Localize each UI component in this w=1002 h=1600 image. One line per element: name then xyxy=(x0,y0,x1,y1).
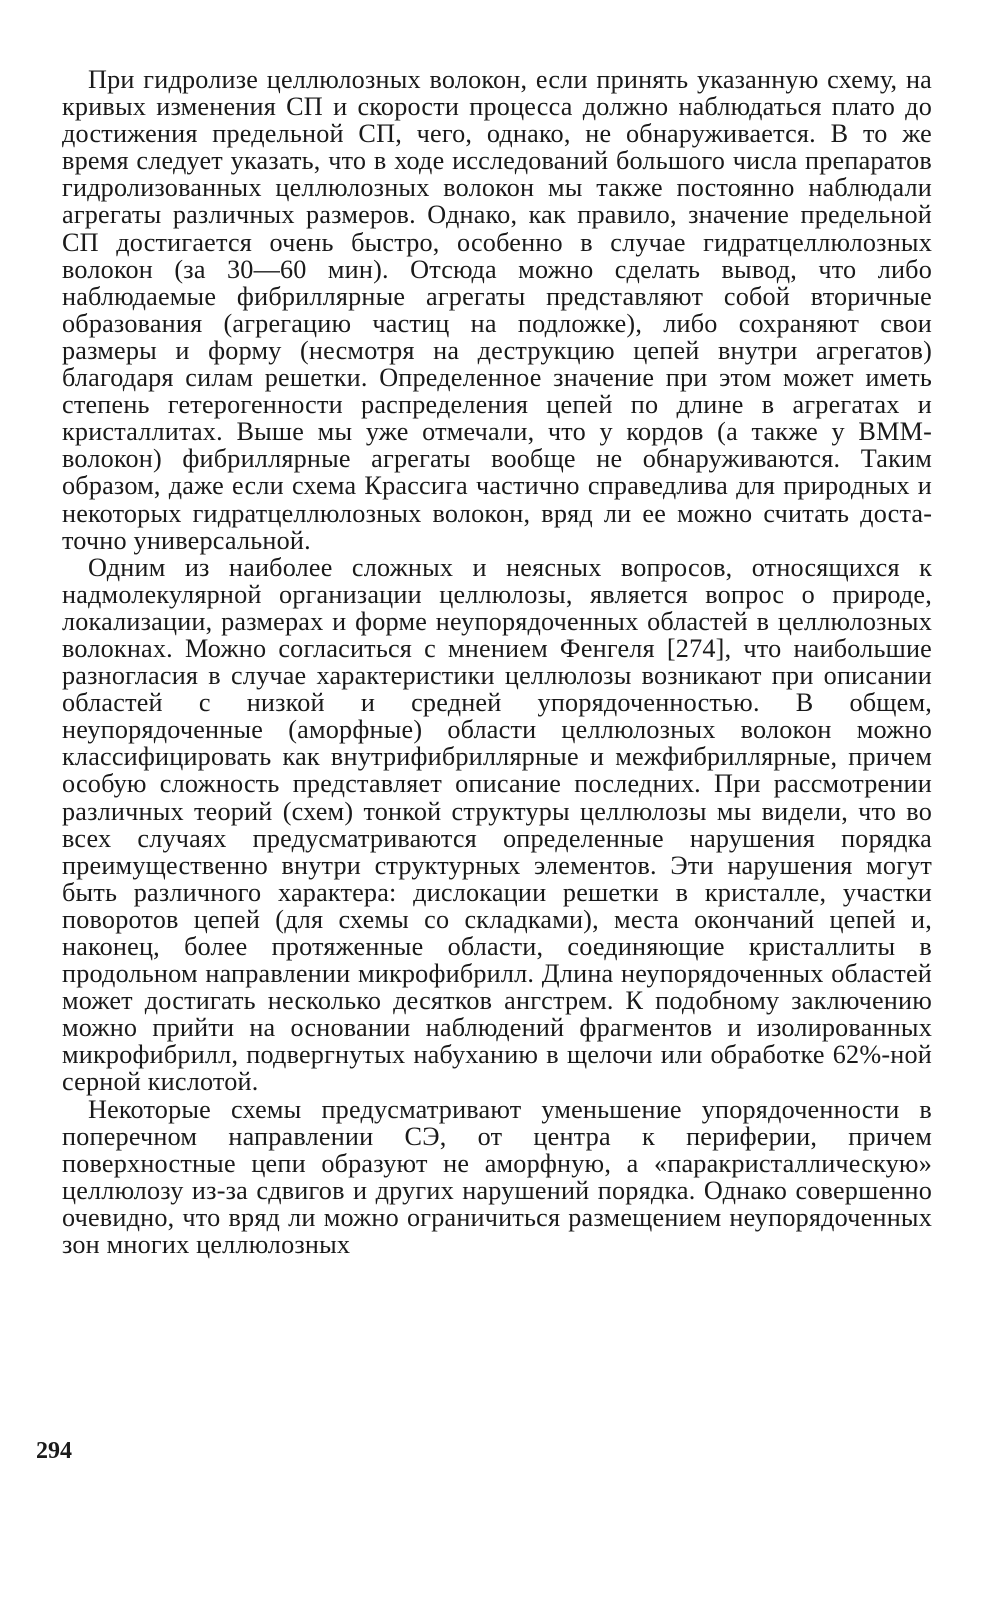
paragraph-2: Одним из наиболее сложных и неясных вопросов, относящихся к надмолекулярной организации целлюлозы, является вопрос о природе, локализации, размерах и форме неупорядоченных областей в целлюлозных волокнах. Можно согласиться с мнением Фенгеля [274], что наибольшие разногласия в случае характеристики целлюлозы возникают при описании областей с низкой и средней упорядоченностью. В общем, неупорядоченные (аморфные) области целлюлозных волокон можно классифицировать как внутрифибриллярные и межфибриллярные, причем особую сложность представляет описание последних. При рассмотрении различных теорий (схем) тонкой структуры целлюлозы мы видели, что во всех случаях предусматриваются определенные нарушения порядка преимущественно внутри структурных элементов. Эти нарушения могут быть различного характера: дислокации решетки в кристалле, участки поворотов цепей (для схемы со складками), места окончаний цепей и, наконец, более протяженные области, соединяющие кристаллиты в продольном направлении микрофибрилл. Длина неупорядоченных областей может достигать несколько десятков ангстрем. К подобному заключению можно прийти на основании наблюдений фрагментов и изолированных микрофибрилл, подвергнутых набуханию в щелочи или обработке 62%-ной серной кислотой. xyxy=(62,552,932,1097)
page-number: 294 xyxy=(36,1438,72,1464)
paragraph-1: При гидролизе целлюлозных волокон, если принять указанную схему, на кривых изменения СП и скорости процесса должно наблюдаться плато до достижения предельной СП, чего, однако, не обнаруживается. В то же время следует указать, что в ходе исследований большого числа препаратов гидролизованных целлюлозных волокон мы также постоянно наблюдали агрегаты различных размеров. Однако, как правило, значение предельной СП достигается очень быстро, особенно в случае гидратцеллюлозных волокон (за 30—60 мин). Отсюда можно сделать вывод, что либо наблюдаемые фибриллярные агрегаты представляют собой вторичные образования (агрегацию частиц на подложке), либо сохраняют свои размеры и форму (несмотря на деструкцию цепей внутри агрегатов) благодаря силам решетки. Определенное значение при этом может иметь степень гетерогенности распределения цепей по длине в агрегатах и кристаллитах. Выше мы уже отмечали, что у кордов (а также у ВММ-волокон) фибриллярные агрегаты вообще не обнаруживаются. Таким образом, даже если схема Крассига частично справедлива для природных и некоторых гидратцеллюлозных волокон, вряд ли ее можно считать достаточно универсальной. xyxy=(62,65,932,555)
body-text xyxy=(62,66,932,1258)
paragraph-3: Некоторые схемы предусматривают уменьшение упорядоченности в поперечном направлении СЭ, от центра к периферии, причем поверхностные цепи образуют не аморфную, а «паракристаллическую» целлюлозу из-за сдвигов и других нарушений порядка. Однако совершенно очевидно, что вряд ли можно ограничиться размещением неупорядоченных зон многих целлюлозных xyxy=(62,1094,932,1260)
